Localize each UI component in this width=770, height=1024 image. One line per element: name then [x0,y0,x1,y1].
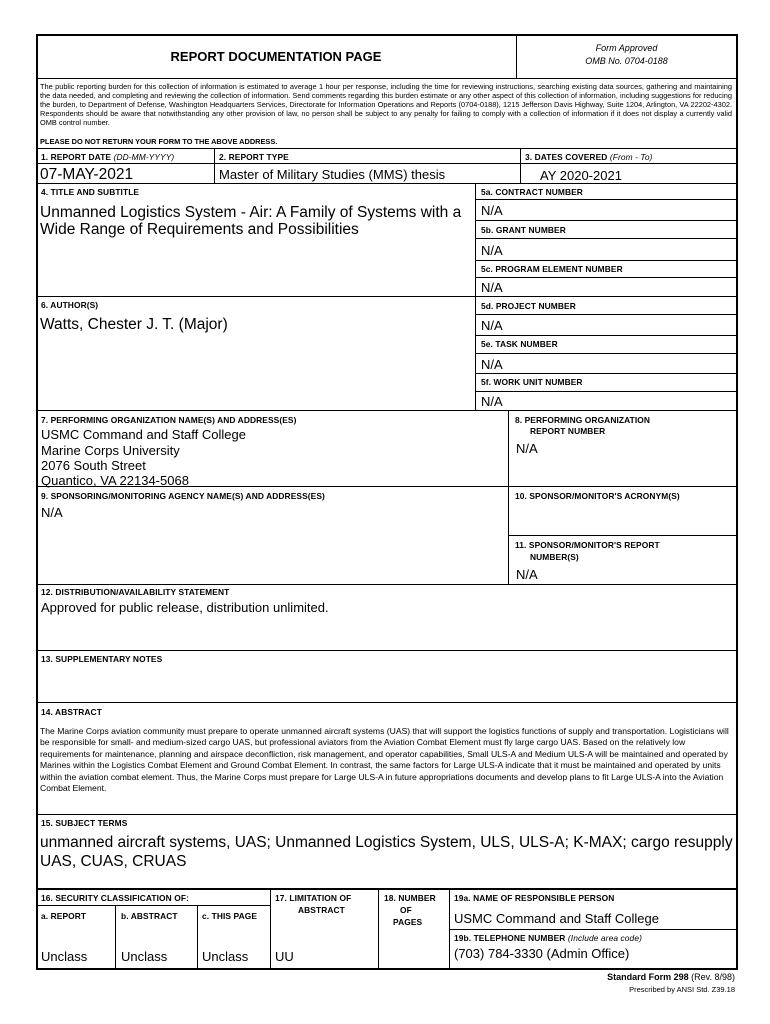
program-element-label: 5c. PROGRAM ELEMENT NUMBER [481,264,623,274]
performing-report-label-2: REPORT NUMBER [530,426,606,436]
abstract-text: The Marine Corps aviation community must prepare to operate unmanned aircraft systems (UAS) that will support the logistics functions of supply and transportation. Logisticians will be responsible for small- and medium-sized cargo UAS, but professional aviators from the Aviation Combat Element must fly large cargo UAS. Based on the relatively low requirements for maintenance, planning and airspace deconfliction, risk management, and operator capabilities, Small ULS-A and Medium ULS-A will be maintained and operated by Marines within the Logistics Combat Element and Ground Combat Element. In contrast, the same factors for Large ULS-A indicate that it must be maintained and operated by units within the aviation combat element. Thus, the Marine Corps must prepare for Large ULS-A in future appropriations documents and develop plans to fit Large ULS-A into the Aviation Combat Element. [40,726,729,794]
ansi-prescribed: Prescribed by ANSI Std. Z39.18 [629,985,735,994]
work-unit-value: N/A [481,394,503,409]
supplementary-notes-label: 13. SUPPLEMENTARY NOTES [41,654,163,664]
report-type-label: 2. REPORT TYPE [219,152,289,162]
security-class-label: 16. SECURITY CLASSIFICATION OF: [41,893,189,903]
sponsor-acronym-label: 10. SPONSOR/MONITOR'S ACRONYM(S) [515,491,680,501]
telephone-label: 19b. TELEPHONE NUMBER (Include area code) [454,933,642,943]
performing-report-label-1: 8. PERFORMING ORGANIZATION [515,415,651,425]
authors-label: 6. AUTHOR(S) [41,300,99,310]
performing-report-value: N/A [516,441,538,456]
burden-notice: The public reporting burden for this collection of information is estimated to average 1 hour per response, including the time for reviewing instructions, searching existing data sources, gathering and maintaining the data needed, and completing and reviewing the collection of information. Send comments regarding this burden estimate or any other aspect of this collection of information, including suggestions for reducing the burden, to Department of Defense, Washington Headquarters Services, Directorate for Information Operations and Reports (0704-0188), 1215 Jefferson Davis Highway, Suite 1204, Arlington, VA 22202-4302. Respondents should be aware that notwithstanding any other provision of law, no person shall be subject to any penalty for failing to comply with a collection of information if it does not display a currently valid OMB control number. [40,82,732,128]
limitation-label-1: 17. LIMITATION OF [275,893,352,903]
subject-terms-label: 15. SUBJECT TERMS [41,818,128,828]
sponsor-report-label-2: NUMBER(S) [530,552,579,562]
title-value-line2: Wide Range of Requirements and Possibilities [40,221,359,238]
security-report-value: Unclass [41,949,88,964]
omb-number: OMB No. 0704-0188 [585,56,668,66]
grant-number-label: 5b. GRANT NUMBER [481,225,566,235]
standard-form-label: Standard Form 298 (Rev. 8/98) [607,972,735,982]
performing-org-label: 7. PERFORMING ORGANIZATION NAME(S) AND ADDRESS(ES) [41,415,297,425]
dates-covered-value: AY 2020-2021 [540,168,622,183]
responsible-person-value: USMC Command and Staff College [454,911,659,926]
contract-number-label: 5a. CONTRACT NUMBER [481,187,583,197]
report-type-value: Master of Military Studies (MMS) thesis [219,167,446,182]
limitation-value: UU [275,949,294,964]
security-abstract-label: b. ABSTRACT [121,911,178,921]
return-notice: PLEASE DO NOT RETURN YOUR FORM TO THE ABOVE ADDRESS. [40,137,278,146]
title-value-line1: Unmanned Logistics System - Air: A Family of Systems with a [40,204,462,221]
task-number-value: N/A [481,357,503,372]
performing-org-line4: Quantico, VA 22134-5068 [41,473,189,488]
grant-number-value: N/A [481,243,503,258]
dates-covered-label: 3. DATES COVERED (From - To) [525,152,653,162]
work-unit-label: 5f. WORK UNIT NUMBER [481,377,583,387]
abstract-label: 14. ABSTRACT [41,707,102,717]
sponsor-report-value: N/A [516,567,538,582]
sponsor-report-label-1: 11. SPONSOR/MONITOR'S REPORT [515,540,660,550]
contract-number-value: N/A [481,203,503,218]
report-date-value: 07-MAY-2021 [40,166,134,183]
performing-org-line1: USMC Command and Staff College [41,427,246,442]
limitation-label-2: ABSTRACT [298,905,345,915]
pages-label-1: 18. NUMBER [384,893,436,903]
project-number-label: 5d. PROJECT NUMBER [481,301,576,311]
project-number-value: N/A [481,318,503,333]
responsible-person-label: 19a. NAME OF RESPONSIBLE PERSON [454,893,615,903]
distribution-label: 12. DISTRIBUTION/AVAILABILITY STATEMENT [41,587,230,597]
distribution-value: Approved for public release, distribution unlimited. [41,600,329,615]
subject-terms-line2: UAS, CUAS, CRUAS [40,853,187,870]
security-report-label: a. REPORT [41,911,87,921]
task-number-label: 5e. TASK NUMBER [481,339,558,349]
pages-label-3: PAGES [393,917,423,927]
title-label: 4. TITLE AND SUBTITLE [41,187,140,197]
authors-value: Watts, Chester J. T. (Major) [40,316,228,333]
security-page-label: c. THIS PAGE [202,911,258,921]
performing-org-line2: Marine Corps University [41,443,180,458]
report-date-label: 1. REPORT DATE (DD-MM-YYYY) [41,152,175,162]
form-approved-text: Form Approved [595,43,658,53]
sponsoring-agency-value: N/A [41,505,63,520]
pages-label-2: OF [400,905,412,915]
form-title: REPORT DOCUMENTATION PAGE [170,49,382,64]
security-abstract-value: Unclass [121,949,168,964]
program-element-value: N/A [481,280,503,295]
sponsoring-agency-label: 9. SPONSORING/MONITORING AGENCY NAME(S) AND ADDRESS(ES) [41,491,325,501]
subject-terms-line1: unmanned aircraft systems, UAS; Unmanned Logistics System, ULS, ULS-A; K-MAX; cargo resupply [40,834,733,851]
performing-org-line3: 2076 South Street [41,458,146,473]
telephone-value: (703) 784-3330 (Admin Office) [454,946,630,961]
security-page-value: Unclass [202,949,249,964]
